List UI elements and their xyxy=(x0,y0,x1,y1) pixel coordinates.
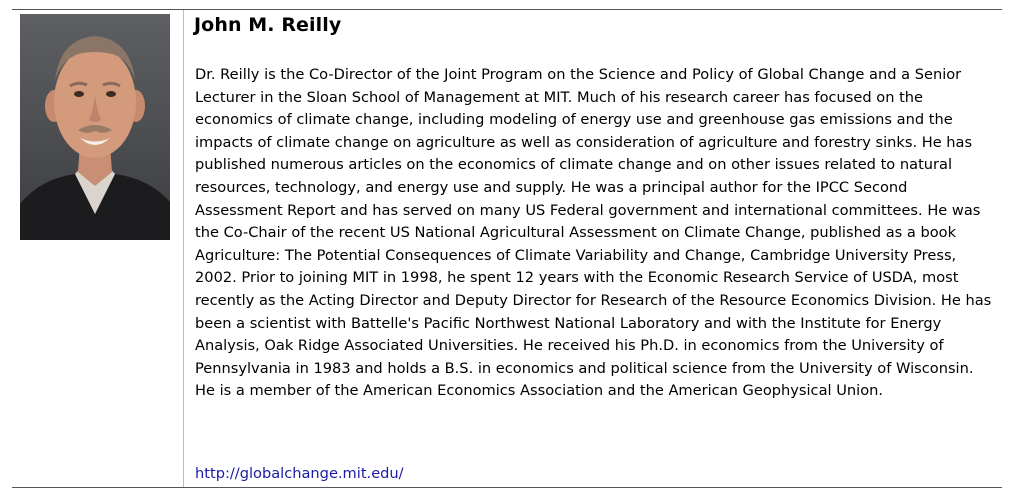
top-divider xyxy=(12,9,1002,10)
biography-text: Dr. Reilly is the Co-Director of the Joint Program on the Science and Policy of Global Change and a Senior Lecturer in the Sloan School of Management at MIT. Much of his research career has focused on the economics of climate change, including modeling of energy use and greenhouse gas emissions and the impacts of climate change on agriculture as well as consideration of agriculture and forestry sinks. He has published numerous articles on the economics of climate change and on other issues related to natural resources, technology, and energy use and supply. He was a principal author for the IPCC Second Assessment Report and has served on many US Federal government and international committees. He was the Co-Chair of the recent US National Agricultural Assessment on Climate Change, published as a book Agriculture: The Potential Consequences of Climate Variability and Change, Cambridge University Press, 2002. Prior to joining MIT in 1998, he spent 12 years with the Economic Research Service of USDA, most recently as the Acting Director and Deputy Director for Research of the Resource Economics Division. He has been a scientist with Battelle's Pacific Northwest National Laboratory and with the Institute for Energy Analysis, Oak Ridge Associated Universities. He received his Ph.D. in economics from the University of Pennsylvania in 1983 and holds a B.S. in economics and political science from the University of Wisconsin. He is a member of the American Economics Association and the American Geophysical Union. xyxy=(195,66,992,400)
person-name: John M. Reilly xyxy=(194,14,342,36)
website-link[interactable]: http://globalchange.mit.edu/ xyxy=(195,465,404,482)
column-divider xyxy=(183,10,184,487)
profile-photo xyxy=(20,14,170,240)
bottom-divider xyxy=(12,487,1002,488)
